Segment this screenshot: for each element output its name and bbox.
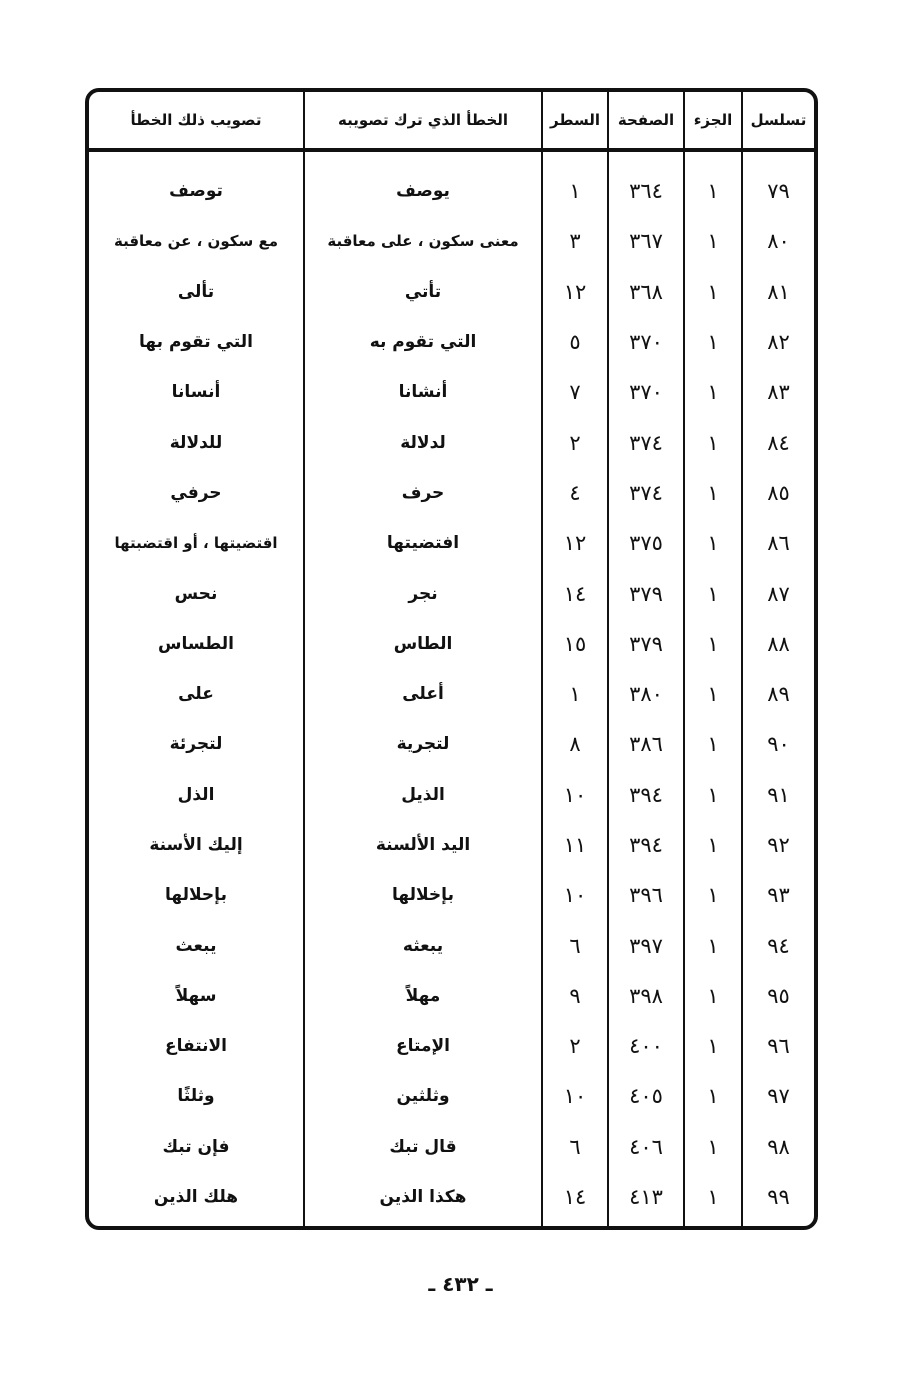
table-row	[89, 166, 814, 216]
cell-error: معنى سكون ، على معاقبة	[304, 216, 542, 266]
cell-serial: ٨٥	[742, 468, 814, 518]
cell-page: ٣٦٤	[608, 166, 684, 216]
cell-error: هكذا الذين	[304, 1172, 542, 1222]
table-row	[89, 770, 814, 820]
cell-part: ١	[684, 568, 742, 618]
cell-page: ٣٩٤	[608, 820, 684, 870]
cell-serial: ٨٤	[742, 417, 814, 467]
cell-line: ٩	[542, 971, 608, 1021]
cell-correction: الطساس	[158, 633, 234, 654]
cell-line: ٦	[542, 920, 608, 970]
cell-correction: حرفي	[170, 482, 222, 503]
cell-correction: بإحلالها	[165, 885, 227, 906]
cell-part: ١	[684, 1172, 742, 1222]
table-row	[89, 267, 814, 317]
cell-page: ٣٧٤	[608, 468, 684, 518]
cell-part: ١	[684, 267, 742, 317]
cell-error: نجر	[304, 568, 542, 618]
table-row	[89, 719, 814, 769]
errata-table-frame	[85, 88, 818, 1230]
cell-page: ٣٧٠	[608, 317, 684, 367]
cell-part: ١	[684, 1122, 742, 1172]
cell-line: ٢	[542, 1021, 608, 1071]
header-page: الصفحة	[608, 92, 684, 150]
table-row	[89, 417, 814, 467]
cell-error: يوصف	[304, 166, 542, 216]
cell-part: ١	[684, 669, 742, 719]
cell-serial: ٩٨	[742, 1122, 814, 1172]
cell-line: ١٢	[542, 267, 608, 317]
cell-part: ١	[684, 1071, 742, 1121]
table-row	[89, 619, 814, 669]
cell-part: ١	[684, 770, 742, 820]
table-row	[89, 870, 814, 920]
cell-serial: ٩٧	[742, 1071, 814, 1121]
cell-line: ٣	[542, 216, 608, 266]
cell-serial: ٨٩	[742, 669, 814, 719]
cell-page: ٣٨٠	[608, 669, 684, 719]
cell-line: ١١	[542, 820, 608, 870]
cell-serial: ٨٧	[742, 568, 814, 618]
table-row	[89, 1071, 814, 1121]
cell-correction: يبعث	[175, 935, 217, 956]
table-row	[89, 468, 814, 518]
table-row	[89, 216, 814, 266]
cell-error: وثلثين	[304, 1071, 542, 1121]
cell-correction: سهلاً	[175, 985, 217, 1006]
table-row	[89, 820, 814, 870]
table-header-row	[89, 92, 814, 150]
cell-line: ٦	[542, 1122, 608, 1172]
cell-line: ٧	[542, 367, 608, 417]
cell-error: تأتي	[304, 267, 542, 317]
cell-line: ٥	[542, 317, 608, 367]
cell-part: ١	[684, 367, 742, 417]
cell-part: ١	[684, 166, 742, 216]
table-row	[89, 1122, 814, 1172]
cell-line: ١٠	[542, 1071, 608, 1121]
cell-error: أعلى	[304, 669, 542, 719]
cell-serial: ٨٦	[742, 518, 814, 568]
table-row	[89, 1172, 814, 1222]
cell-line: ١٠	[542, 870, 608, 920]
cell-page: ٣٧٩	[608, 568, 684, 618]
cell-serial: ٩٢	[742, 820, 814, 870]
cell-serial: ٨٣	[742, 367, 814, 417]
table-row	[89, 971, 814, 1021]
table-row	[89, 518, 814, 568]
cell-page: ٣٩٧	[608, 920, 684, 970]
cell-serial: ٧٩	[742, 166, 814, 216]
cell-correction: أنسانا	[171, 382, 221, 403]
cell-page: ٣٨٦	[608, 719, 684, 769]
cell-error: الإمتاع	[304, 1021, 542, 1071]
table-row	[89, 367, 814, 417]
cell-serial: ٩٩	[742, 1172, 814, 1222]
cell-correction: للدلالة	[169, 432, 223, 453]
header-serial: تسلسل	[742, 92, 814, 150]
cell-serial: ٨١	[742, 267, 814, 317]
cell-page: ٣٧٤	[608, 417, 684, 467]
cell-correction: الذل	[177, 784, 215, 805]
cell-correction: تألى	[177, 281, 215, 302]
cell-serial: ٩٣	[742, 870, 814, 920]
cell-part: ١	[684, 719, 742, 769]
cell-page: ٤١٣	[608, 1172, 684, 1222]
cell-page: ٣٧٠	[608, 367, 684, 417]
cell-part: ١	[684, 417, 742, 467]
cell-part: ١	[684, 619, 742, 669]
cell-page: ٤٠٥	[608, 1071, 684, 1121]
header-correction: تصويب ذلك الخطأ	[89, 92, 304, 150]
cell-line: ١٤	[542, 568, 608, 618]
cell-correction: هلك الذين	[153, 1187, 239, 1208]
cell-line: ١	[542, 166, 608, 216]
cell-error: أنشانا	[304, 367, 542, 417]
cell-error: حرف	[304, 468, 542, 518]
cell-error: لدلالة	[304, 417, 542, 467]
cell-correction: التي تقوم بها	[139, 332, 253, 353]
cell-correction: على	[178, 684, 214, 705]
cell-serial: ٩٤	[742, 920, 814, 970]
cell-part: ١	[684, 870, 742, 920]
cell-page: ٣٦٧	[608, 216, 684, 266]
cell-serial: ٩٠	[742, 719, 814, 769]
cell-part: ١	[684, 317, 742, 367]
cell-correction: مع سكون ، عن معاقبة	[114, 232, 278, 251]
cell-serial: ٩٦	[742, 1021, 814, 1071]
cell-line: ٢	[542, 417, 608, 467]
table-spacer-bottom	[89, 1222, 814, 1230]
errata-table	[89, 92, 814, 1230]
cell-serial: ٨٢	[742, 317, 814, 367]
cell-line: ١٤	[542, 1172, 608, 1222]
cell-correction: إليك الأسنة	[149, 835, 243, 855]
cell-page: ٣٦٨	[608, 267, 684, 317]
cell-page: ٤٠٠	[608, 1021, 684, 1071]
cell-error: اليد الألسنة	[304, 820, 542, 870]
cell-page: ٣٧٥	[608, 518, 684, 568]
cell-page: ٣٧٩	[608, 619, 684, 669]
table-row	[89, 317, 814, 367]
table-row	[89, 1021, 814, 1071]
table-row	[89, 568, 814, 618]
cell-correction: لتجرئة	[169, 734, 223, 755]
cell-line: ١٢	[542, 518, 608, 568]
cell-part: ١	[684, 820, 742, 870]
page-number: ـ ٤٣٢ ـ	[428, 1272, 493, 1296]
cell-error: الذيل	[304, 770, 542, 820]
header-line: السطر	[542, 92, 608, 150]
cell-page: ٤٠٦	[608, 1122, 684, 1172]
cell-page: ٣٩٦	[608, 870, 684, 920]
header-part: الجزء	[684, 92, 742, 150]
cell-error: يبعثه	[304, 920, 542, 970]
table-row	[89, 920, 814, 970]
cell-serial: ٨٨	[742, 619, 814, 669]
cell-serial: ٩٥	[742, 971, 814, 1021]
header-error: الخطأ الذي ترك تصويبه	[304, 92, 542, 150]
cell-correction: فإن تبك	[162, 1136, 230, 1157]
cell-correction: اقتضيتها ، أو اقتضبتها	[114, 534, 278, 553]
cell-correction: نحس	[174, 583, 218, 604]
cell-correction: وثلثًا	[177, 1086, 215, 1107]
table-spacer-top	[89, 150, 814, 166]
cell-line: ١٥	[542, 619, 608, 669]
cell-line: ١٠	[542, 770, 608, 820]
cell-line: ١	[542, 669, 608, 719]
cell-serial: ٨٠	[742, 216, 814, 266]
cell-error: مهلاً	[304, 971, 542, 1021]
cell-part: ١	[684, 518, 742, 568]
cell-line: ٤	[542, 468, 608, 518]
cell-error: لتجرية	[304, 719, 542, 769]
cell-part: ١	[684, 1021, 742, 1071]
cell-error: التي تقوم به	[304, 317, 542, 367]
cell-line: ٨	[542, 719, 608, 769]
cell-correction: الانتفاع	[164, 1036, 228, 1057]
cell-page: ٣٩٨	[608, 971, 684, 1021]
cell-part: ١	[684, 971, 742, 1021]
cell-correction: توصف	[169, 181, 223, 202]
cell-page: ٣٩٤	[608, 770, 684, 820]
cell-part: ١	[684, 216, 742, 266]
cell-error: الطاس	[304, 619, 542, 669]
cell-serial: ٩١	[742, 770, 814, 820]
table-row	[89, 669, 814, 719]
cell-error: افتضيتها	[304, 518, 542, 568]
cell-part: ١	[684, 920, 742, 970]
cell-part: ١	[684, 468, 742, 518]
cell-error: قال تبك	[304, 1122, 542, 1172]
cell-error: بإخلالها	[304, 870, 542, 920]
